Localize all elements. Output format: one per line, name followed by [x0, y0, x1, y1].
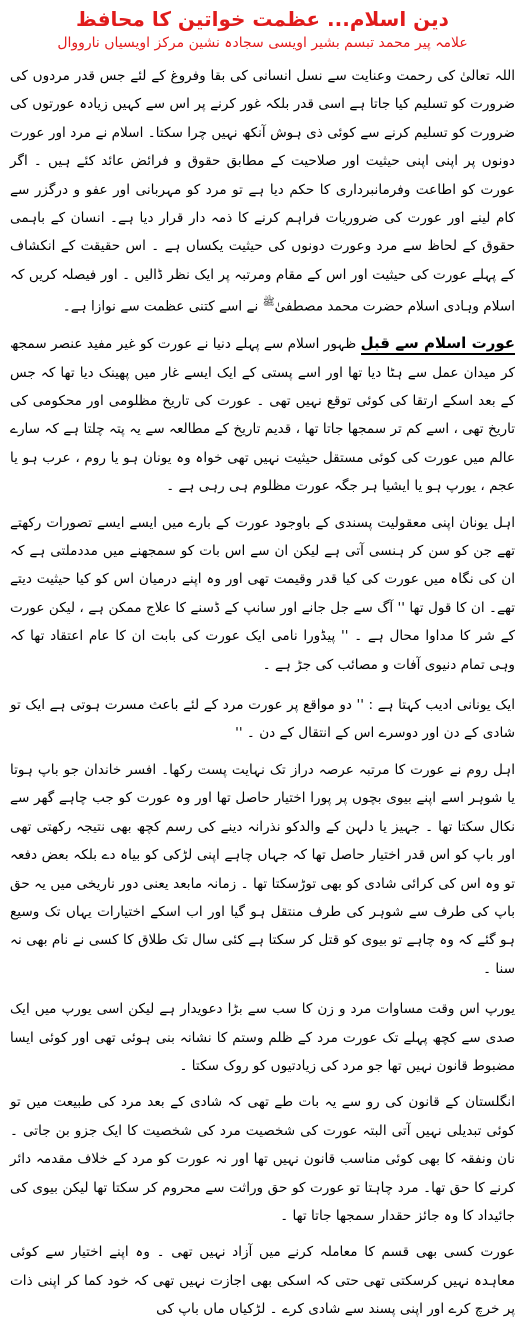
intro-paragraph [10, 62, 515, 321]
intro-text: اللہ تعالیٰ کی رحمت وعنایت سے نسل انسانی کی بقا وفروغ کے لئے جس قدر مردوں کی ضرورت کو تسلیم کیا جاتا ہے اسی قدر بلکہ غور کرنے پر اس سے کہیں زیادہ عورتوں کی ضرورت کو تسلیم کرنے سے کوئی ذی ہوش آنکھ نہیں چرا سکتا۔ اسلام نے مرد اور عورت دونوں پر اپنی اپنی حیثیت اور صلاحیت کے مطابق حقوق و فرائض عائد کئے ہیں ۔ اگر عورت کو اطاعت وفرمانبرداری کا حکم دیا ہے تو مرد کو مہربانی اور عفو و درگزر سے کام لینے اور عورت کی ضروریات فراہم کرنے کا ذمہ دار قرار دیا ہے۔ انسان کے باہمی حقوق کے لحاظ سے مرد وعورت دونوں کی حیثیت یکساں ہے ۔ اس حقیقت کے انکشاف کے پہلے عورت کی حیثیت اور اس کے مقام ومرتبہ پر ایک نظر ڈالیں ۔ اور فیصلہ کریں کہ اسلام وہادی اسلام حضرت محمد مصطفیٰ [10, 68, 515, 315]
section-heading: عورت اسلام سے قبل [361, 334, 515, 355]
before-islam-paragraph [10, 329, 515, 500]
article-title: دین اسلام... عظمت خواتین کا محافظ [76, 7, 449, 31]
article-author: علامہ پیر محمد تبسم بشیر اویسی سجادہ نشین مرکز اویسیاں نارووال [57, 35, 468, 51]
honorific-symbol: ﷺ [262, 297, 275, 309]
greece-paragraph: اہل یونان اپنی معقولیت پسندی کے باوجود عورت کے بارے میں ایسے ایسے تصورات رکھتے تھے جن کو سن کر ہنسی آتی ہے لیکن ان سے اس بات کو سمجھنے میں مددملتی ہے کہ ان کی نگاہ میں عورت کی کیا قدر وقیمت تھی اور وہ اپنے درمیان اس کو کیا حیثیت دیتے تھے۔ ان کا قول تھا '' آگ سے جل جانے اور سانپ کے ڈسنے کا علاج ممکن ہے ، لیکن عورت کے شر کا مداوا محال ہے ۔ '' پیڈورا نامی ایک عورت کی بابت ان کا عام اعتقاد تھا کہ وہی تمام دنیوی آفات و مصائب کی جڑ ہے ۔ [10, 514, 516, 673]
europe-paragraph: یورپ اس وقت مساوات مرد و زن کا سب سے بڑا دعویدار ہے لیکن اسی یورپ میں ایک صدی سے کچھ پہلے تک عورت مرد کے ظلم وستم کا نشانہ بنی ہوئی تھی اور کوئی ایسا مضبوط قانون نہیں تھا جو مرد کی زیادتیوں کو روک سکتا ۔ [10, 1001, 515, 1074]
rome-paragraph: اہل روم نے عورت کا مرتبہ عرصہ دراز تک نہایت پست رکھا۔ افسر خاندان جو باپ ہوتا یا شوہر اسے اپنے بیوی بچوں پر پورا اختیار حاصل تھا اور وہ عورت کو جب چاہے گھر سے نکال سکتا تھا ۔ جہیز یا دلہن کے والدکو نذرانہ دینے کی رسم کچھ بھی نتیجہ رکھتی تھی اور باپ کو اس قدر اختیار حاصل تھا کہ جہاں چاہے اپنی لڑکی کو بیاہ دے بلکہ بعض دفعہ تو وہ اس کی کرائی شادی کو بھی توڑسکتا تھا ۔ زمانہ مابعد یعنی دور ناریخی میں یہ حق باپ کی طرف سے شوہر کی طرف منتقل ہو گیا اور اب اسکے اختیارات یہاں تک وسیع ہو گئے کہ وہ چاہے تو بیوی کو قتل کر سکتا ہے کئی سال تک طلاق کا کسی نے نام بھی نہ سنا ۔ [10, 761, 515, 977]
england-law-paragraph: انگلستان کے قانون کی رو سے یہ بات طے تھی کہ شادی کے بعد مرد کی طبیعت میں تو کوئی تبدیلی نہیں آتی البتہ عورت کی شخصیت مرد کی شخصیت کا ایک جزو بن جاتی ۔ نان ونفقہ کا بھی کوئی مناسب قانون نہیں تھا اور نہ عورت کو مرد کے خلاف مقدمہ دائر کرنے کا حق تھا۔ مرد چاہتا تو عورت کو حق وراثت سے محروم کر سکتا تھا لیکن بیوی کی جائیداد کا وہ جائز حقدار سمجھا جاتا تھا ۔ [10, 1094, 515, 1224]
intro-text-end: نے اسے کتنی عظمت سے نوازا ہے۔ [62, 298, 263, 315]
before-islam-text: ظہور اسلام سے پہلے دنیا نے عورت کو غیر مفید عنصر سمجھ کر میدان عمل سے ہٹا دیا تھا اور اسے پستی کے ایک ایسے غار میں پھینک دیا تھا کہ جس کے بعد اسکے ارتقا کی کوئی توقع نہیں تھی ۔ عورت کی تاریخ مظلومی اور محکومی کی تاریخ تھی ، اسے کم تر سمجھا جاتا تھا ، قدیم تاریخ کے مطالعہ سے یہ پتہ چلتا ہے کہ سارے عالم میں عورت کی کوئی مستقل حیثیت نہیں تھی خواہ وہ یونان ہو یا روم ، عرب ہو یا عجم ، یورپ ہو یا ایشیا ہر جگہ عورت مظلوم ہی رہی ہے ۔ [10, 336, 515, 495]
women-contracts-paragraph: عورت کسی بھی قسم کا معاملہ کرنے میں آزاد نہیں تھی ۔ وہ اپنے اختیار سے کوئی معاہدہ نہیں کرسکتی تھی حتی کہ اسکی بھی اجازت نہیں تھی کہ خود کما کر اپنی ذات پر خرچ کرے اور اپنی پسند سے شادی کرے ۔ لڑکیاں ماں باپ کی [10, 1244, 515, 1318]
greek-writer-quote: ایک یونانی ادیب کہتا ہے : '' دو مواقع پر عورت مرد کے لئے باعث مسرت ہوتی ہے ایک تو شادی کے دن اور دوسرے اس کے انتقال کے دن ۔ '' [10, 697, 515, 742]
